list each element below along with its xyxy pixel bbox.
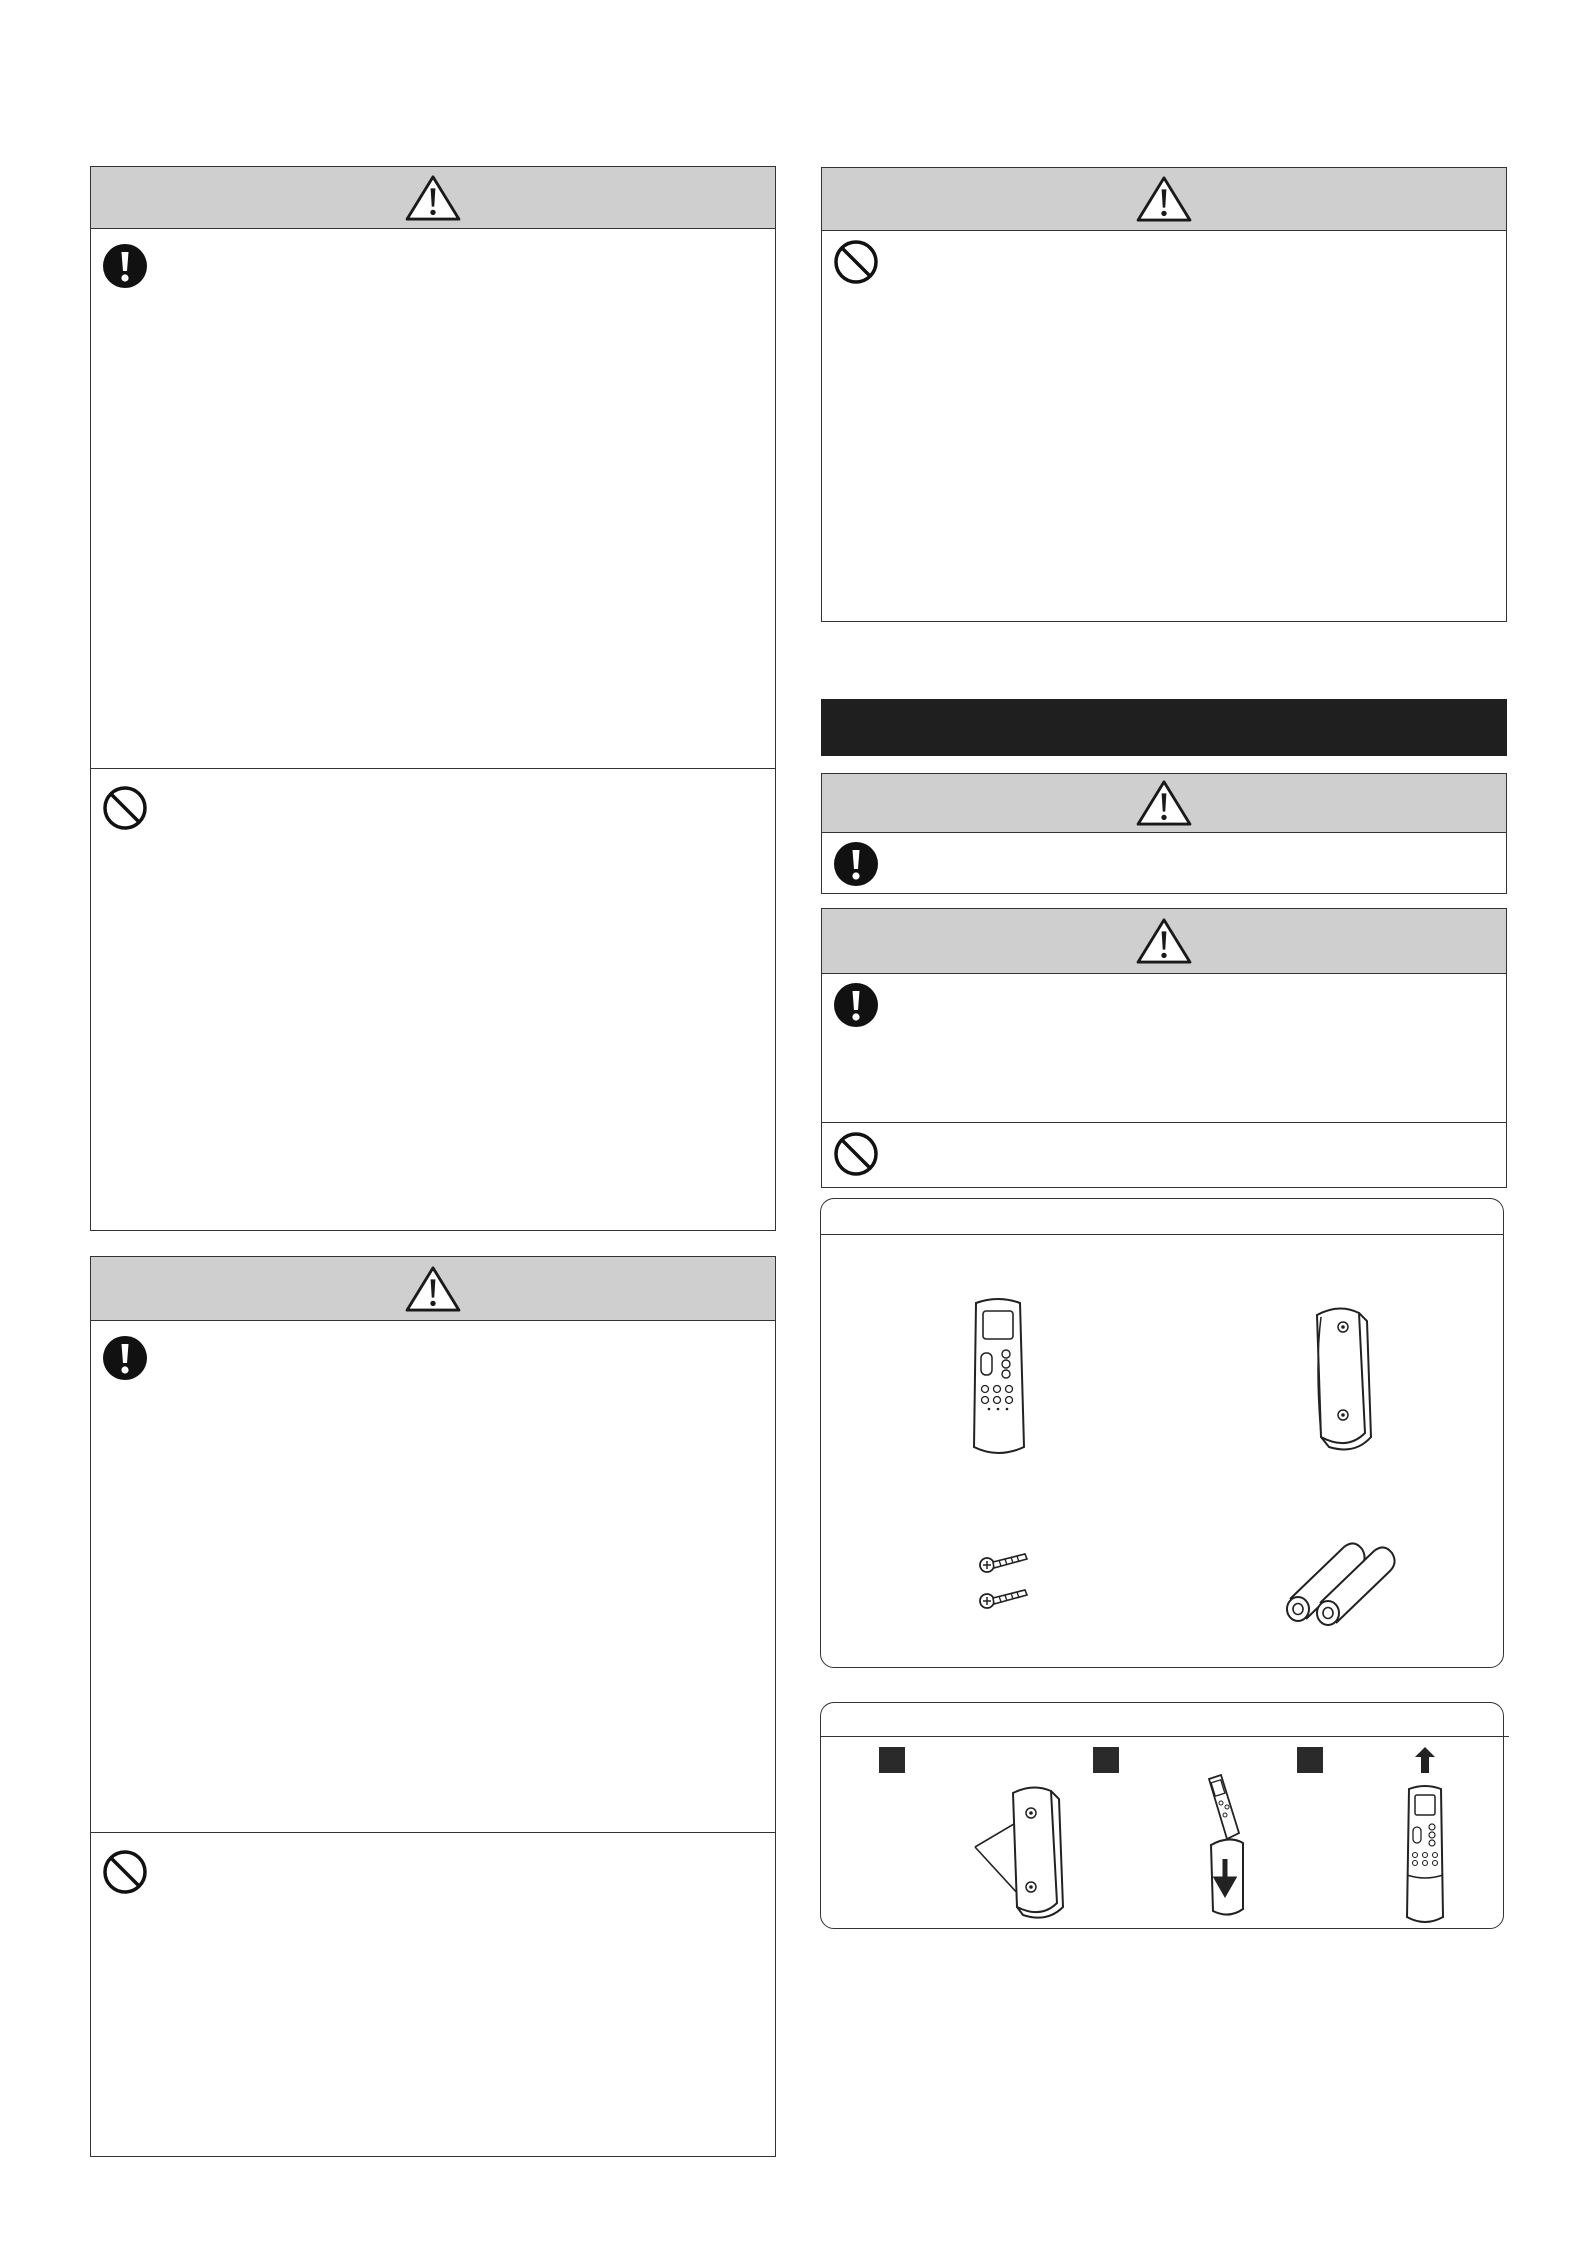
step-2-marker <box>1093 1747 1119 1773</box>
prohibition-circle-icon <box>832 1130 880 1178</box>
prohibition-circle-icon <box>101 784 149 832</box>
warning-triangle-icon <box>1135 779 1193 827</box>
prohibited-section <box>91 768 775 1230</box>
mounting-screws-icon <box>975 1547 1045 1619</box>
step-1-marker <box>879 1747 905 1773</box>
warning-box-4 <box>821 773 1507 894</box>
step-3-marker <box>1297 1747 1323 1773</box>
remote-holder-icon <box>1307 1305 1377 1455</box>
warning-box-5 <box>821 908 1507 1188</box>
accessories-panel <box>820 1198 1504 1668</box>
prohibition-circle-icon <box>832 238 880 286</box>
warning-triangle-icon <box>404 1265 462 1313</box>
warning-header <box>91 167 775 229</box>
holder-screw-mount-icon <box>971 1783 1091 1923</box>
remote-controller-icon <box>968 1297 1028 1462</box>
section-title-bar <box>821 699 1507 756</box>
warning-box-1 <box>90 166 776 1231</box>
warning-triangle-icon <box>404 174 462 222</box>
exclamation-mandatory-icon <box>101 1334 149 1382</box>
warning-box-2 <box>90 1256 776 2157</box>
panel-title-divider <box>821 1736 1509 1737</box>
insert-remote-icon <box>1191 1773 1261 1923</box>
exclamation-mandatory-icon <box>101 242 149 290</box>
warning-triangle-icon <box>1135 175 1193 223</box>
exclamation-mandatory-icon <box>832 840 880 888</box>
panel-title-divider <box>821 1234 1503 1235</box>
warning-header <box>91 1257 775 1321</box>
remove-remote-icon <box>1401 1747 1451 1929</box>
installation-panel <box>820 1702 1504 1929</box>
prohibited-section <box>91 1832 775 2156</box>
warning-box-3 <box>821 167 1507 622</box>
warning-header <box>822 774 1506 833</box>
warning-header <box>822 909 1506 974</box>
warning-header <box>822 168 1506 231</box>
warning-triangle-icon <box>1135 917 1193 965</box>
batteries-icon <box>1276 1537 1406 1629</box>
prohibition-circle-icon <box>101 1848 149 1896</box>
prohibited-section <box>822 1122 1506 1187</box>
exclamation-mandatory-icon <box>832 981 880 1029</box>
